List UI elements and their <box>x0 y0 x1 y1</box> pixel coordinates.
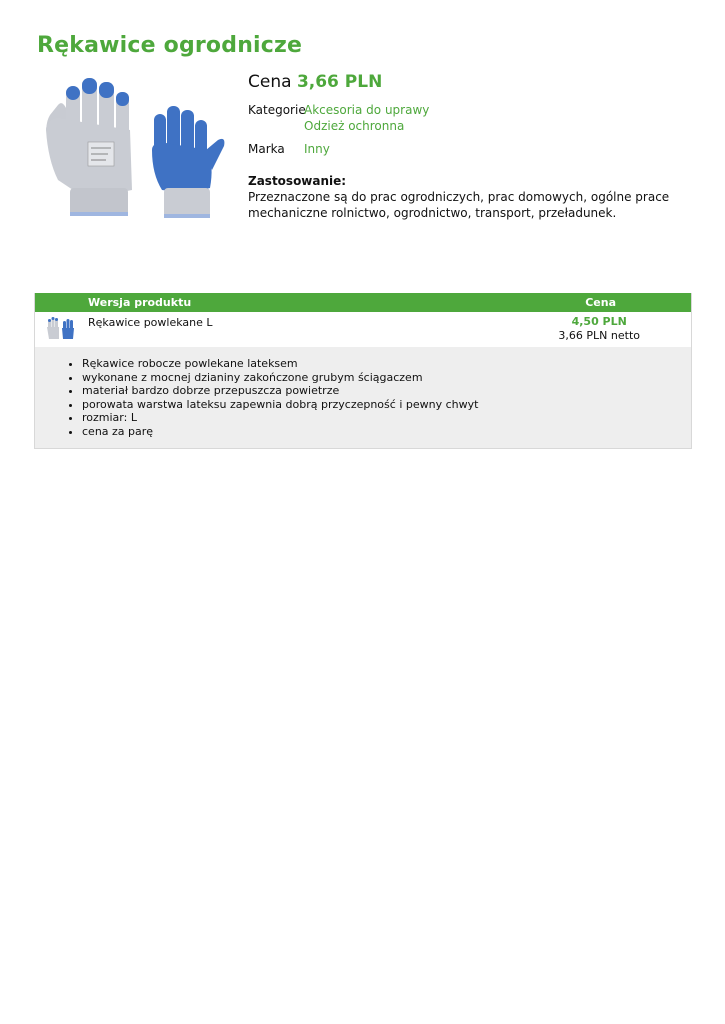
usage-text: Przeznaczone są do prac ogrodniczych, prac domowych, ogólne prace mechaniczne rolnictwo, ogrodnictwo, transport, przeładunek. <box>248 190 670 220</box>
price-value: 3,66 PLN <box>296 72 383 92</box>
price-label: Cena <box>248 72 292 92</box>
variants-table <box>34 293 692 449</box>
product-info <box>248 72 688 221</box>
product-title: Rękawice ogrodnicze <box>37 33 303 58</box>
table-header <box>35 293 691 312</box>
column-header-price: Cena <box>585 296 616 309</box>
variant-name: Rękawice powlekane L <box>88 316 213 329</box>
variant-price-gross: 4,50 PLN <box>571 315 627 328</box>
list-item: • porowata warstwa lateksu zapewnia dobrą przyczepność i pewny chwyt <box>82 398 691 412</box>
category-link[interactable]: Odzież ochronna <box>304 119 405 133</box>
list-item: • materiał bardzo dobrze przepuszcza powietrze <box>82 384 691 398</box>
glove-image <box>36 70 236 230</box>
list-item: • wykonane z mocnej dzianiny zakończone grubym ściągaczem <box>82 371 691 385</box>
brand-label: Marka <box>248 142 285 156</box>
usage-section <box>248 173 688 221</box>
brand-link[interactable]: Inny <box>304 142 330 156</box>
brand-row <box>248 141 688 157</box>
column-header-version: Wersja produktu <box>88 296 192 309</box>
variant-description <box>35 347 691 448</box>
categories-label: Kategorie <box>248 103 306 117</box>
variant-price-net: 3,66 PLN netto <box>558 329 640 342</box>
categories-row <box>248 102 688 134</box>
list-item: • Rękawice robocze powlekane lateksem <box>82 357 691 371</box>
feature-list <box>35 357 691 438</box>
category-link[interactable]: Akcesoria do uprawy <box>304 103 430 117</box>
list-item: • cena za parę <box>82 425 691 439</box>
glove-thumbnail <box>45 315 77 341</box>
variant-price <box>558 315 640 343</box>
table-row[interactable] <box>35 312 691 347</box>
price-line <box>248 72 688 92</box>
list-item: • rozmiar: L <box>82 411 691 425</box>
usage-heading: Zastosowanie: <box>248 174 347 188</box>
